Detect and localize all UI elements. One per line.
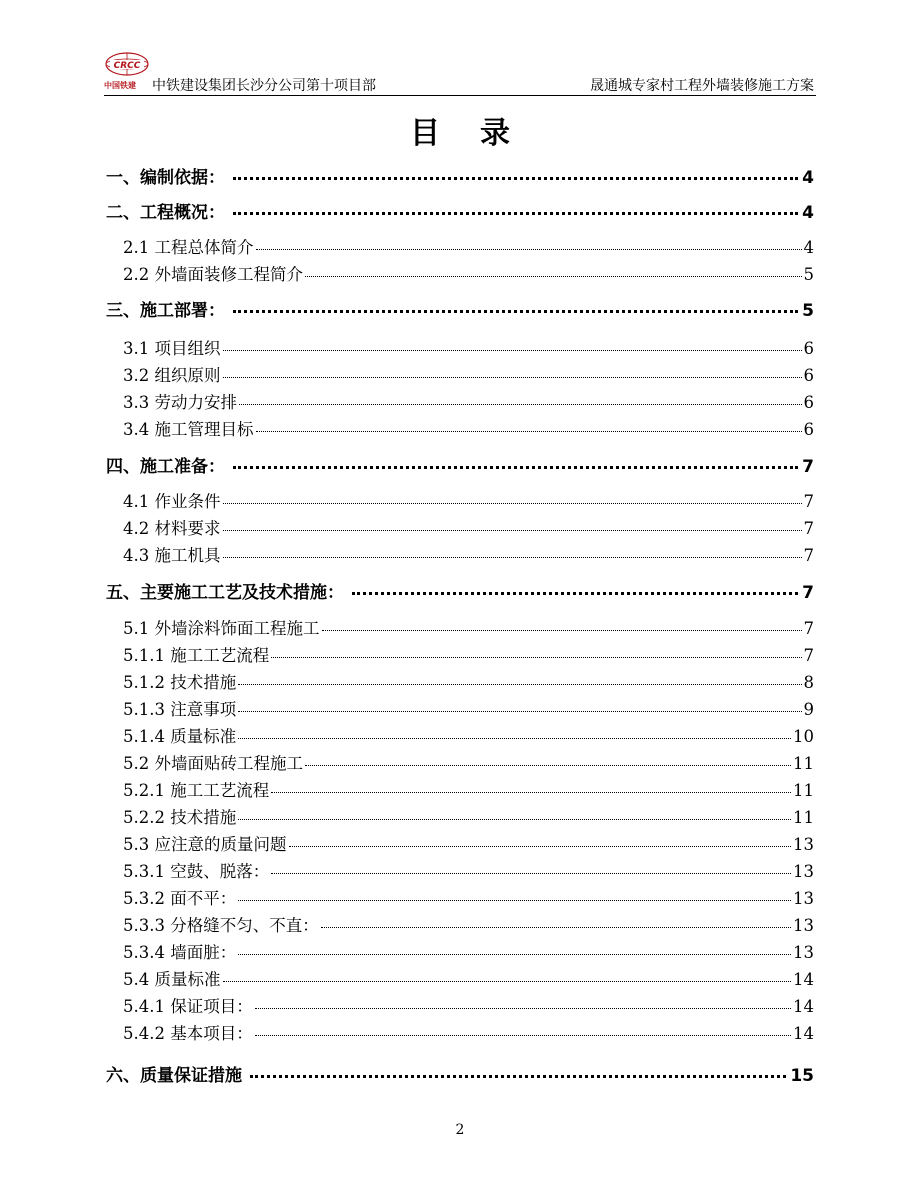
toc-entry-title: 六、质量保证措施 (106, 1066, 242, 1086)
page-number: 2 (455, 1122, 465, 1138)
toc-entry-title: 5.2.2 技术措施 (123, 808, 237, 827)
toc-entry[interactable] (123, 416, 814, 440)
toc-entry-title: 2.1 工程总体简介 (123, 238, 254, 257)
toc-entry-page: 5 (802, 301, 814, 321)
toc-entry-title: 5.4.2 基本项目： (123, 1024, 253, 1043)
toc-entry[interactable] (123, 696, 814, 720)
toc-entry[interactable] (123, 750, 814, 774)
toc-entry-title: 5.3 应注意的质量问题 (123, 835, 287, 854)
toc-entry-title: 5.2.1 施工工艺流程 (123, 781, 270, 800)
toc-leader-dots (305, 264, 802, 281)
toc-entry-title: 三、施工部署： (106, 301, 225, 321)
toc-entry-page: 7 (803, 519, 814, 538)
toc-entry-page: 8 (803, 673, 814, 692)
toc-entry[interactable] (123, 488, 814, 512)
toc-entry-title: 2.2 外墙面装修工程简介 (123, 265, 303, 284)
toc-entry-page: 15 (790, 1066, 814, 1086)
toc-leader-dots (352, 581, 798, 598)
header-company-name: 中铁建设集团长沙分公司第十项目部 (152, 78, 376, 94)
toc-leader-dots (256, 419, 802, 436)
toc-leader-dots (239, 392, 802, 409)
toc-entry-title: 3.1 项目组织 (123, 339, 221, 358)
toc-entry-title: 5.3.4 墙面脏： (123, 943, 237, 962)
toc-entry-title: 五、主要施工工艺及技术措施： (106, 583, 344, 603)
toc-entry-page: 13 (793, 943, 814, 962)
toc-leader-dots (238, 942, 791, 959)
toc-entry[interactable] (123, 723, 814, 747)
toc-entry-page: 7 (803, 546, 814, 565)
toc-entry-page: 7 (803, 646, 814, 665)
toc-entry[interactable] (106, 163, 814, 188)
toc-leader-dots (223, 338, 802, 355)
toc-entry[interactable] (123, 515, 814, 539)
toc-entry-page: 4 (802, 168, 814, 188)
toc-entry-title: 5.1.2 技术措施 (123, 673, 237, 692)
toc-leader-dots (233, 166, 798, 183)
toc-entry[interactable] (123, 939, 814, 963)
toc-entry-title: 5.4.1 保证项目： (123, 997, 253, 1016)
toc-entry[interactable] (123, 912, 814, 936)
toc-entry[interactable] (106, 452, 814, 477)
toc-leader-dots (322, 618, 802, 635)
toc-entry-page: 11 (793, 754, 814, 773)
toc-entry-page: 14 (793, 997, 814, 1016)
toc-leader-dots (271, 645, 801, 662)
toc-leader-dots (238, 888, 791, 905)
toc-entry-page: 6 (803, 366, 814, 385)
toc-entry[interactable] (123, 777, 814, 801)
toc-entry-title: 5.1 外墙涂料饰面工程施工 (123, 619, 320, 638)
toc-entry-page: 4 (803, 238, 814, 257)
toc-entry-page: 6 (803, 393, 814, 412)
toc-entry[interactable] (123, 542, 814, 566)
toc-entry[interactable] (123, 362, 814, 386)
toc-entry[interactable] (123, 642, 814, 666)
toc-leader-dots (250, 1064, 786, 1081)
toc-entry[interactable] (123, 261, 814, 285)
toc-leader-dots (255, 1023, 791, 1040)
toc-entry-page: 7 (802, 583, 814, 603)
toc-entry-page: 13 (793, 835, 814, 854)
toc-leader-dots (223, 491, 802, 508)
page-header (104, 50, 816, 96)
toc-leader-dots (271, 780, 791, 797)
toc-entry-page: 13 (793, 862, 814, 881)
toc-leader-dots (233, 299, 798, 316)
toc-entry-title: 5.1.3 注意事项 (123, 700, 237, 719)
toc-entry-page: 4 (802, 203, 814, 223)
toc-entry[interactable] (123, 993, 814, 1017)
toc-entry-title: 一、编制依据： (106, 168, 225, 188)
toc-entry-page: 7 (802, 457, 814, 477)
toc-leader-dots (238, 672, 801, 689)
toc-entry-title: 3.3 劳动力安排 (123, 393, 237, 412)
logo-text: CRCC (113, 61, 141, 71)
toc-entry-page: 11 (793, 808, 814, 827)
toc-entry-page: 10 (793, 727, 814, 746)
toc-entry[interactable] (123, 1020, 814, 1044)
toc-entry[interactable] (123, 335, 814, 359)
page-title: 目录 (410, 116, 550, 151)
toc-entry-title: 4.3 施工机具 (123, 546, 221, 565)
logo-subtext: 中国铁建 (104, 81, 136, 90)
toc-entry-title: 4.1 作业条件 (123, 492, 221, 511)
toc-leader-dots (321, 915, 791, 932)
toc-entry-title: 5.4 质量标准 (123, 970, 221, 989)
toc-leader-dots (238, 807, 791, 824)
toc-entry-title: 5.2 外墙面贴砖工程施工 (123, 754, 303, 773)
toc-entry-page: 14 (793, 970, 814, 989)
toc-entry[interactable] (123, 389, 814, 413)
toc-entry[interactable] (106, 578, 814, 603)
toc-entry[interactable] (123, 615, 814, 639)
toc-entry-page: 7 (803, 619, 814, 638)
toc-leader-dots (223, 365, 802, 382)
toc-leader-dots (233, 455, 798, 472)
toc-leader-dots (305, 753, 791, 770)
header-document-title: 晟通城专家村工程外墙装修施工方案 (590, 78, 814, 94)
toc-leader-dots (289, 834, 792, 851)
toc-leader-dots (223, 545, 802, 562)
toc-entry[interactable] (123, 669, 814, 693)
toc-entry[interactable] (106, 296, 814, 321)
toc-entry-page: 7 (803, 492, 814, 511)
toc-entry-title: 四、施工准备： (106, 457, 225, 477)
toc-entry-page: 13 (793, 889, 814, 908)
toc-entry-page: 6 (803, 339, 814, 358)
toc-leader-dots (256, 237, 802, 254)
toc-entry[interactable] (106, 1061, 814, 1086)
toc-entry-page: 11 (793, 781, 814, 800)
toc-leader-dots (223, 969, 792, 986)
toc-entry-page: 6 (803, 420, 814, 439)
toc-entry-page: 5 (803, 265, 814, 284)
toc-leader-dots (271, 861, 791, 878)
toc-entry-title: 5.1.1 施工工艺流程 (123, 646, 270, 665)
toc-entry[interactable] (106, 198, 814, 223)
header-divider (104, 95, 816, 96)
toc-entry[interactable] (123, 234, 814, 258)
toc-leader-dots (223, 518, 802, 535)
toc-entry-title: 4.2 材料要求 (123, 519, 221, 538)
toc-entry-title: 3.2 组织原则 (123, 366, 221, 385)
toc-entry[interactable] (123, 858, 814, 882)
toc-entry-page: 9 (803, 700, 814, 719)
toc-entry-title: 5.3.3 分格缝不匀、不直： (123, 916, 319, 935)
toc-entry-page: 13 (793, 916, 814, 935)
toc-entry-title: 二、工程概况： (106, 203, 225, 223)
toc-entry-page: 14 (793, 1024, 814, 1043)
toc-leader-dots (255, 996, 791, 1013)
toc-entry-title: 3.4 施工管理目标 (123, 420, 254, 439)
toc-entry[interactable] (123, 885, 814, 909)
toc-leader-dots (238, 726, 791, 743)
toc-entry[interactable] (123, 804, 814, 828)
toc-leader-dots (233, 201, 798, 218)
toc-entry[interactable] (123, 831, 814, 855)
toc-leader-dots (238, 699, 801, 716)
toc-entry-title: 5.3.2 面不平： (123, 889, 237, 908)
toc-entry[interactable] (123, 966, 814, 990)
toc-entry-title: 5.3.1 空鼓、脱落： (123, 862, 270, 881)
toc-entry-title: 5.1.4 质量标准 (123, 727, 237, 746)
